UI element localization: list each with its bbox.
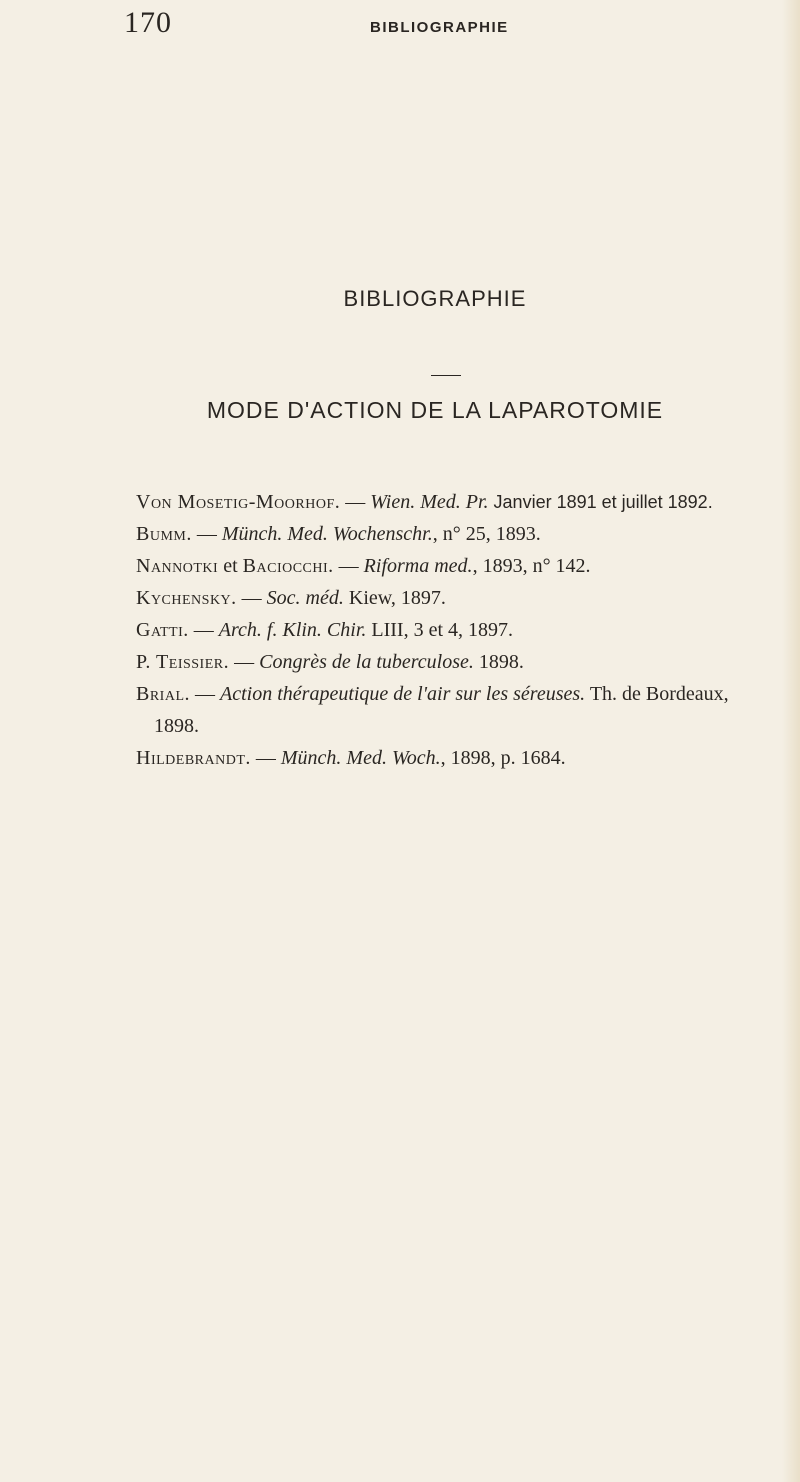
bib-entry: Hildebrandt. — Münch. Med. Woch., 1898, p. 1684. — [136, 747, 566, 769]
bib-entry: Nannotki et Baciocchi. — Riforma med., 1893, n° 142. — [136, 555, 591, 577]
bib-author: Von Mosetig-Moorhof. — [136, 491, 341, 513]
bib-source: Soc. méd. — [266, 587, 344, 609]
running-head — [0, 0, 800, 60]
page-number: 170 — [124, 6, 172, 39]
bib-author: Brial. — [136, 683, 191, 705]
bib-details: LIII, 3 et 4, 1897. — [371, 619, 514, 641]
bib-source: Arch. f. Klin. Chir. — [218, 619, 367, 641]
bib-author: Kychensky. — [136, 587, 237, 609]
bib-details: Th. de Bordeaux, 1898. — [154, 683, 729, 737]
bib-source: Action thérapeutique de l'air sur les séreuses. — [220, 683, 586, 705]
page-title: BIBLIOGRAPHIE — [343, 286, 527, 311]
bib-entry: Von Mosetig-Moorhof. — Wien. Med. Pr. Janvier 1891 et juillet 1892. — [136, 491, 713, 513]
bib-details: , n° 25, 1893. — [432, 523, 541, 545]
bib-entry: Kychensky. — Soc. méd. Kiew, 1897. — [136, 587, 446, 609]
bib-source: Münch. Med. Wochenschr. — [221, 523, 433, 545]
bib-author: Hildebrandt. — [136, 747, 251, 769]
bib-source: Riforma med. — [363, 555, 473, 577]
bib-source: Münch. Med. Woch. — [280, 747, 441, 769]
bib-author: Nannotki — [136, 555, 219, 577]
bib-details: , 1893, n° 142. — [472, 555, 591, 577]
bib-source: Wien. Med. Pr. — [370, 491, 489, 513]
title-rule — [431, 375, 461, 376]
bib-details: 1898. — [478, 651, 524, 673]
bib-author: Gatti. — [136, 619, 189, 641]
bibliography-list — [136, 486, 776, 774]
bib-author: Bumm. — [136, 523, 192, 545]
bib-source: Congrès de la tuberculose. — [259, 651, 474, 673]
bib-entry: Gatti. — Arch. f. Klin. Chir. LIII, 3 et 4, 1897. — [136, 619, 514, 641]
running-title: BIBLIOGRAPHIE — [370, 19, 509, 36]
page-edge-shadow — [782, 0, 800, 1482]
bib-author: P. Teissier. — [136, 651, 230, 673]
section-subtitle: MODE D'ACTION DE LA LAPAROTOMIE — [206, 397, 664, 423]
bib-conjunction: et — [223, 555, 238, 577]
bib-entry: P. Teissier. — Congrès de la tuberculose. 1898. — [136, 651, 524, 673]
bib-entry: Brial. — Action thérapeutique de l'air sur les séreuses. Th. de Bordeaux, 1898. — [136, 683, 729, 737]
bib-details: Janvier 1891 et juillet 1892. — [493, 492, 713, 512]
bib-entry: Bumm. — Münch. Med. Wochenschr., n° 25, 1893. — [136, 523, 541, 545]
bib-author-2: Baciocchi. — [242, 555, 334, 577]
bib-details: Kiew, 1897. — [348, 587, 446, 609]
bib-details: , 1898, p. 1684. — [440, 747, 566, 769]
